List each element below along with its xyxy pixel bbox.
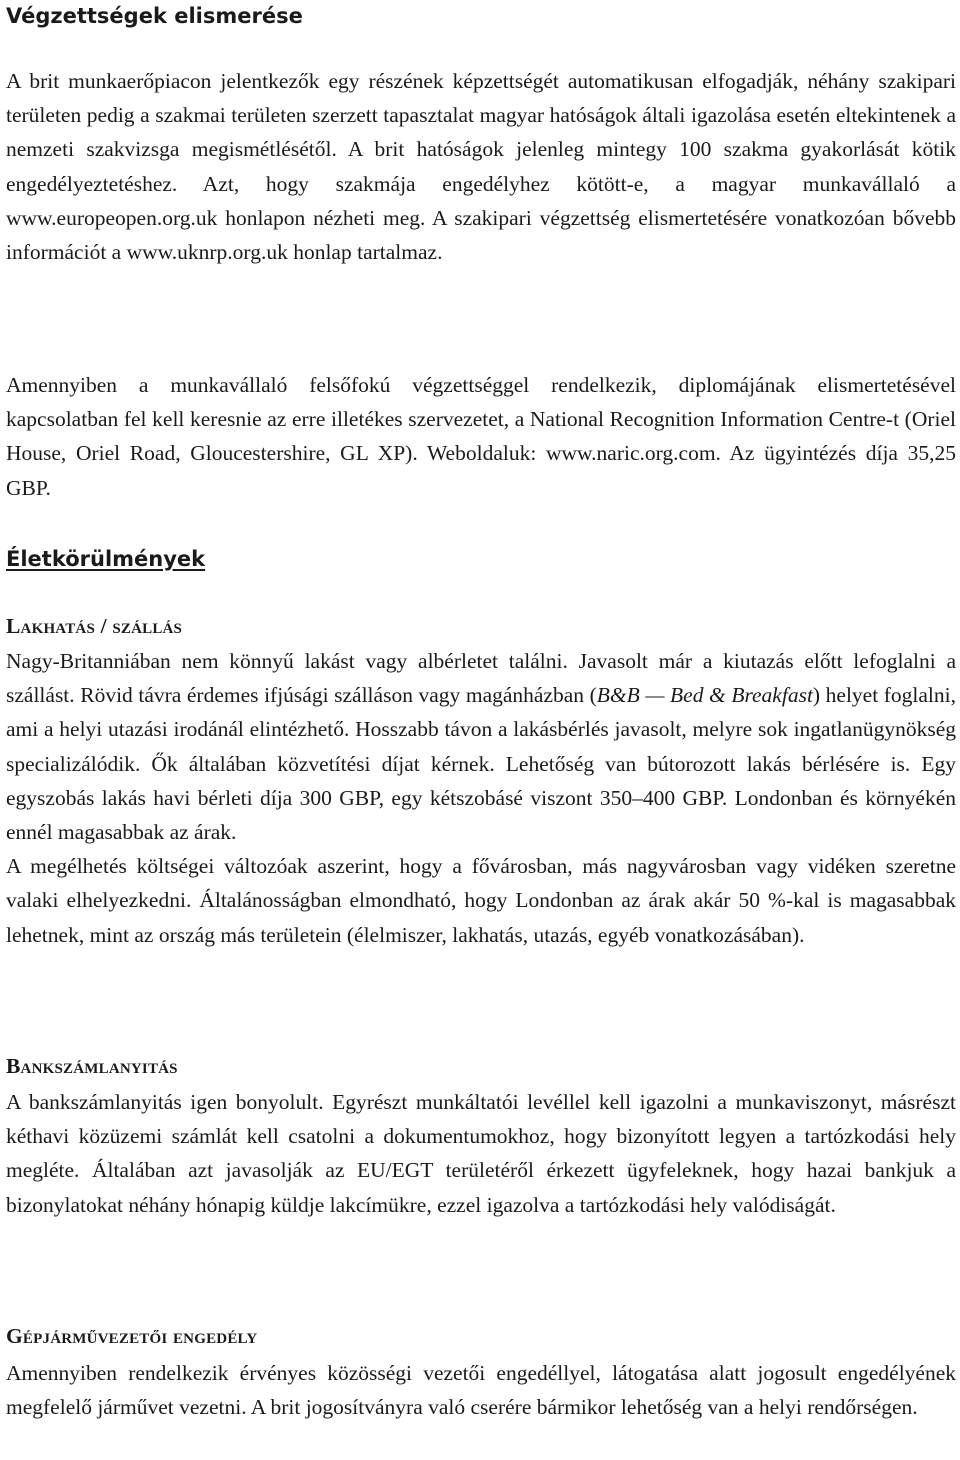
subheading-driving-licence: Gépjárművezetői engedély bbox=[6, 1324, 258, 1348]
section-title-qualifications: Végzettségek elismerése bbox=[6, 4, 303, 28]
housing-paragraph-2: A megélhetés költségei változóak aszerint, hogy a fővárosban, más nagyvárosban vagy vidéken szeretne valaki elhelyezkedni. Általánosságban elmondható, hogy Londonban az árak akár 50 %-kal is magasabbak lehetnek, mint az ország más területein (élelmiszer, lakhatás, utazás, egyéb vonatkozásában). bbox=[6, 854, 956, 947]
banking-paragraph: A bankszámlanyitás igen bonyolult. Egyrészt munkáltatói levéllel kell igazolni a munkaviszonyt, másrészt kéthavi közüzemi számlát kell csatolni a dokumentumokhoz, hogy bizonyított legyen a tartózkodási hely megléte. Általában azt javasolják az EU/EGT területéről érkezett ügyfeleknek, hogy hazai bankjuk a bizonylatokat néhány hónapig küldje lakcímükre, ezzel igazolva a tartózkodási hely valódiságát. bbox=[6, 1090, 956, 1217]
driving-licence-paragraph: Amennyiben rendelkezik érvényes közösségi vezetői engedéllyel, látogatása alatt jogosult engedélyének megfelelő járművet vezetni. A brit jogosítványra való cserére bármikor lehetőség van a helyi rendőrségen. bbox=[6, 1361, 956, 1420]
qualifications-paragraph-1: A brit munkaerőpiacon jelentkezők egy részének képzettségét automatikusan elfogadják, néhány szakipari területen pedig a szakmai területen szerzett tapasztalat magyar hatóságok általi igazolása esetén eltekintenek a nemzeti szakvizsga megismétlésétől. A brit hatóságok jelenleg mintegy 100 szakma gyakorlását kötik engedélyeztetéshez. Azt, hogy szakmája engedélyhez kötött-e, a magyar munkavállaló a www.europeopen.org.uk honlapon nézheti meg. A szakipari végzettség elismertetésére vonatkozóan bővebb információt a www.uknrp.org.uk honlap tartalmaz. bbox=[6, 69, 956, 265]
housing-paragraph-1 bbox=[6, 644, 956, 849]
housing-text-italic: B&B — Bed & Breakfast bbox=[596, 683, 813, 708]
section-title-living-conditions: Életkörülmények bbox=[6, 547, 206, 571]
qualifications-paragraph-2: Amennyiben a munkavállaló felsőfokú végzettséggel rendelkezik, diplomájának elismertetésével kapcsolatban fel kell keresnie az erre illetékes szervezetet, a National Recognition Information Centre-t (Oriel House, Oriel Road, Gloucestershire, GL XP). Weboldaluk: www.naric.org.com. Az ügyintézés díja 35,25 GBP. bbox=[6, 373, 956, 500]
subheading-banking: Bankszámlanyitás bbox=[6, 1054, 178, 1078]
housing-block bbox=[6, 644, 956, 952]
housing-text-start: Nagy-Britanniában nem könnyű lakást vagy albérletet találni. Javasolt már a kiutazás előtt lefoglalni a szállást. Rövid távra érdemes ifjúsági szálláson vagy magánházban ( bbox=[6, 649, 956, 708]
housing-text-end: ) helyet foglalni, ami a helyi utazási irodánál elintézhető. Hosszabb távon a lakásbérlés javasolt, melyre sok ingatlanügynökség specializálódik. Ők általában közvetítési díjat kérnek. Lehetőség van bútorozott lakás bérlésére is. Egy egyszobás lakás havi bérleti díja 300 GBP, egy kétszobásé viszont 350–400 GBP. Londonban és környékén ennél magasabbak az árak. bbox=[6, 683, 956, 845]
subheading-housing: Lakhatás / szállás bbox=[6, 614, 183, 638]
